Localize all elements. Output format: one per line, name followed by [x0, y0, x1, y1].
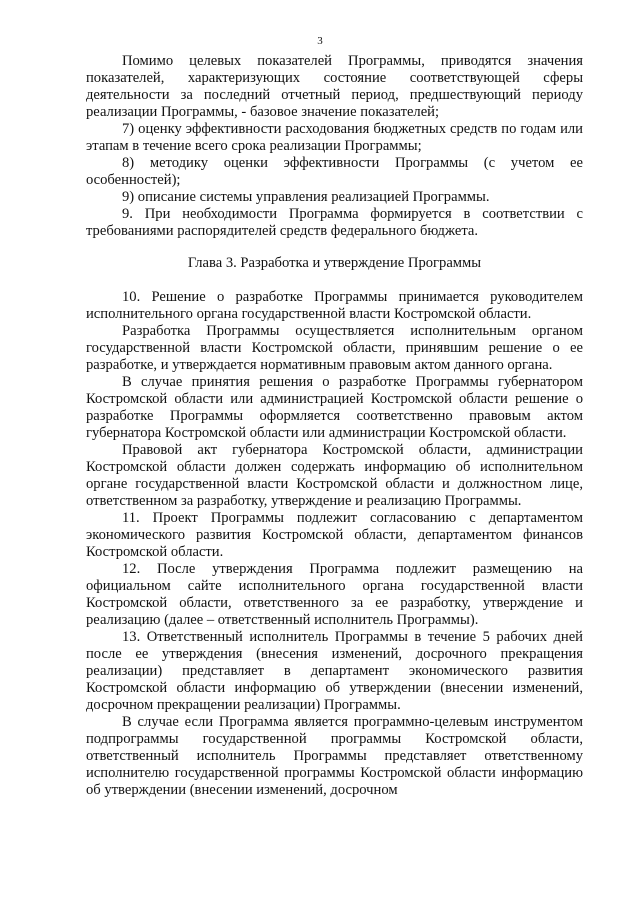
spacer — [86, 240, 583, 255]
paragraph-baseline-values: Помимо целевых показателей Программы, приводятся значения показателей, характеризующих состояние соответствующей сферы деятельности за последний отчетный период, предшествующий периоду реализации Программы, - базовое значение показателей; — [86, 53, 583, 120]
paragraph-clause-9: 9. При необходимости Программа формируется в соответствии с требованиями распорядителей средств федерального бюджета. — [86, 206, 583, 239]
document-body — [86, 53, 583, 799]
paragraph-item-9-management: 9) описание системы управления реализацией Программы. — [122, 189, 490, 205]
paragraph-item-8: 8) методику оценки эффективности Программы (с учетом ее особенностей); — [86, 155, 583, 188]
paragraph-clause-12: 12. После утверждения Программа подлежит размещению на официальном сайте исполнительного органа государственной власти Костромской области, ответственного за ее разработку, утверждение и реализацию (далее – ответственный исполнитель Программы). — [86, 561, 583, 628]
page-number: 3 — [317, 35, 323, 47]
paragraph-subprogram: В случае если Программа является программно-целевым инструментом подпрограммы государственной программы Костромской области, ответственный исполнитель Программы представляет ответственному исполнителю государственной программы Костромской области информацию об утверждении (внесении изменений, досрочном — [86, 714, 583, 798]
paragraph-clause-13: 13. Ответственный исполнитель Программы в течение 5 рабочих дней после ее утверждения (внесения изменений, досрочного прекращения реализации) представляет в департамент экономического развития Костромской области информацию об утверждении (внесении изменений, досрочном прекращении реализации) Программы. — [86, 629, 583, 713]
paragraph-governor-decision: В случае принятия решения о разработке Программы губернатором Костромской области или администрацией Костромской области решение о разработке Программы оформляется соответственно правовым актом губернатора Костромской области или администрации Костромской области. — [86, 374, 583, 441]
chapter-heading: Глава 3. Разработка и утверждение Программы — [187, 255, 482, 271]
paragraph-development: Разработка Программы осуществляется исполнительным органом государственной власти Костромской области, принявшим решение о ее разработке, и утверждается нормативным правовым актом данного органа. — [86, 323, 583, 373]
paragraph-clause-10: 10. Решение о разработке Программы принимается руководителем исполнительного органа государственной власти Костромской области. — [86, 289, 583, 322]
paragraph-item-7: 7) оценку эффективности расходования бюджетных средств по годам или этапам в течение всего срока реализации Программы; — [86, 121, 583, 154]
spacer — [86, 272, 583, 289]
paragraph-legal-act: Правовой акт губернатора Костромской области, администрации Костромской области должен содержать информацию об исполнительном органе государственной власти Костромской области и должностном лице, ответственном за разработку, утверждение и реализацию Программы. — [86, 442, 583, 509]
paragraph-clause-11: 11. Проект Программы подлежит согласованию с департаментом экономического развития Костромской области, департаментом финансов Костромской области. — [86, 510, 583, 560]
